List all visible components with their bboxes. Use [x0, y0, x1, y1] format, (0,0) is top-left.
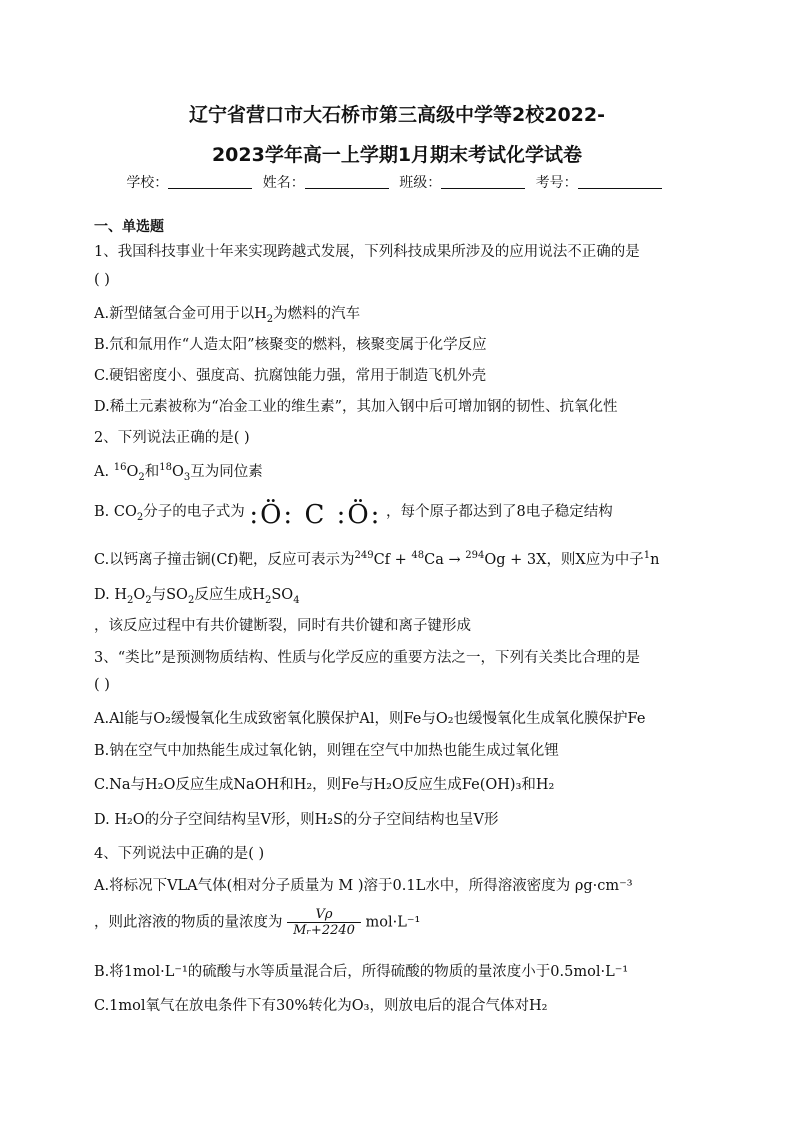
class-blank: [441, 174, 525, 189]
q3-option-a: A.Al能与O₂缓慢氧化生成致密氧化膜保护Al，则Fe与O₂也缓慢氧化生成氧化膜保护Fe: [94, 711, 646, 727]
q2-b-mid: 分子的电子式为: [143, 504, 245, 520]
q2-c-post: ，则X应为中子: [546, 552, 644, 568]
q4-option-c: C.1mol氧气在放电条件下有30%转化为O₃，则放电后的混合气体对H₂: [94, 998, 548, 1014]
student-info-row: [0, 172, 794, 192]
q4-option-b: B.将1mol·L⁻¹的硫酸与水等质量混合后，所得硫酸的物质的量浓度小于0.5mol·L⁻¹: [94, 964, 629, 980]
q2-d-mid1: 与: [151, 587, 167, 603]
q4-stem: 4、下列说法中正确的是( ): [94, 846, 265, 862]
q3-stem: 3、“类比”是预测物质结构、性质与化学反应的重要方法之一，下列有关类比合理的是: [94, 650, 641, 666]
q4-option-a: A.将标况下VLA气体(相对分子质量为 M )溶于0.1L水中，所得溶液密度为 ρg·cm⁻³: [94, 878, 633, 894]
q2-option-a: A. $^{16}O_2$和$^{18}O_3$互为同位素: [94, 462, 263, 483]
q3-option-b: B.钠在空气中加热能生成过氧化钠，则锂在空气中加热也能生成过氧化锂: [94, 743, 559, 759]
school-blank: [168, 174, 252, 189]
q2-a-mid: 和: [144, 464, 160, 480]
q3-option-d: D. H₂O的分子空间结构呈V形，则H₂S的分子空间结构也呈V形: [94, 812, 499, 828]
q1-paren: ( ): [94, 272, 110, 288]
q2-d-mid2: 反应生成: [194, 587, 253, 603]
q4-option-a-cont: [94, 907, 420, 938]
class-label: 班级：: [399, 175, 442, 191]
q2-b-pre: B.: [94, 504, 114, 520]
q1-option-a: A.新型储氢合金可用于以$H_2$为燃料的汽车: [94, 306, 361, 325]
exam-no-blank: [578, 174, 662, 189]
q2-b-post: ，每个原子都达到了8电子稳定结构: [386, 504, 613, 520]
q2-option-c: C.以钙离子撞击锎(Cf)靶，反应可表示为$^{249}$Cf + $^{48}$Ca → $^{294}$Og + 3X，则X应为中子$^1$n: [94, 550, 660, 568]
q1-a-pre: A.新型储氢合金可用于以: [94, 306, 255, 322]
q2-option-b: B. $CO_2$分子的电子式为 :Ö: C :Ö: ，每个原子都达到了8电子稳定结构: [94, 500, 613, 530]
q1-stem: 1、我国科技事业十年来实现跨越式发展，下列科技成果所涉及的应用说法不正确的是: [94, 244, 640, 260]
q1-a-post: 为燃料的汽车: [273, 306, 361, 322]
school-label: 学校：: [126, 175, 169, 191]
name-label: 姓名：: [262, 175, 305, 191]
exam-no-label: 考号：: [535, 175, 578, 191]
title-line-1: 辽宁省营口市大石桥市第三高级中学等2校2022-: [189, 104, 605, 126]
fraction-denominator: Mᵣ+2240: [293, 923, 355, 938]
q2-option-d: D. $H_2O_2$与$SO_2$反应生成$H_2SO_4$: [94, 587, 300, 606]
q1-option-d: D.稀土元素被称为“冶金工业的维生素”，其加入钢中后可增加钢的韧性、抗氧化性: [94, 399, 618, 415]
title-line-2: 2023学年高一上学期1月期末考试化学试卷: [211, 144, 583, 166]
molarity-fraction: [287, 907, 361, 938]
q2-stem: 2、下列说法正确的是( ): [94, 430, 250, 446]
q3-paren: ( ): [94, 677, 110, 693]
q2-a-post: 互为同位素: [190, 464, 263, 480]
q2-d-pre: D.: [94, 587, 115, 603]
q4-a-cont-post: mol·L⁻¹: [365, 914, 421, 931]
q1-option-b: B.氘和氚用作“人造太阳”核聚变的燃料，核聚变属于化学反应: [94, 337, 487, 353]
q3-option-c: C.Na与H₂O反应生成NaOH和H₂，则Fe与H₂O反应生成Fe(OH)₃和H₂: [94, 777, 555, 793]
q2-option-d-cont: ，该反应过程中有共价键断裂，同时有共价键和离子键形成: [94, 618, 471, 634]
q2-c-pre: C.以钙离子撞击锎(Cf)靶，反应可表示为: [94, 552, 355, 568]
q1-option-c: C.硬铝密度小、强度高、抗腐蚀能力强，常用于制造飞机外壳: [94, 368, 487, 384]
name-blank: [305, 174, 389, 189]
fraction-numerator: Vρ: [287, 907, 361, 923]
q4-a-cont-pre: ，则此溶液的物质的量浓度为: [94, 914, 283, 931]
section-heading: 一、单选题: [94, 219, 164, 235]
co2-electron-formula: :Ö: C :Ö:: [249, 500, 382, 530]
